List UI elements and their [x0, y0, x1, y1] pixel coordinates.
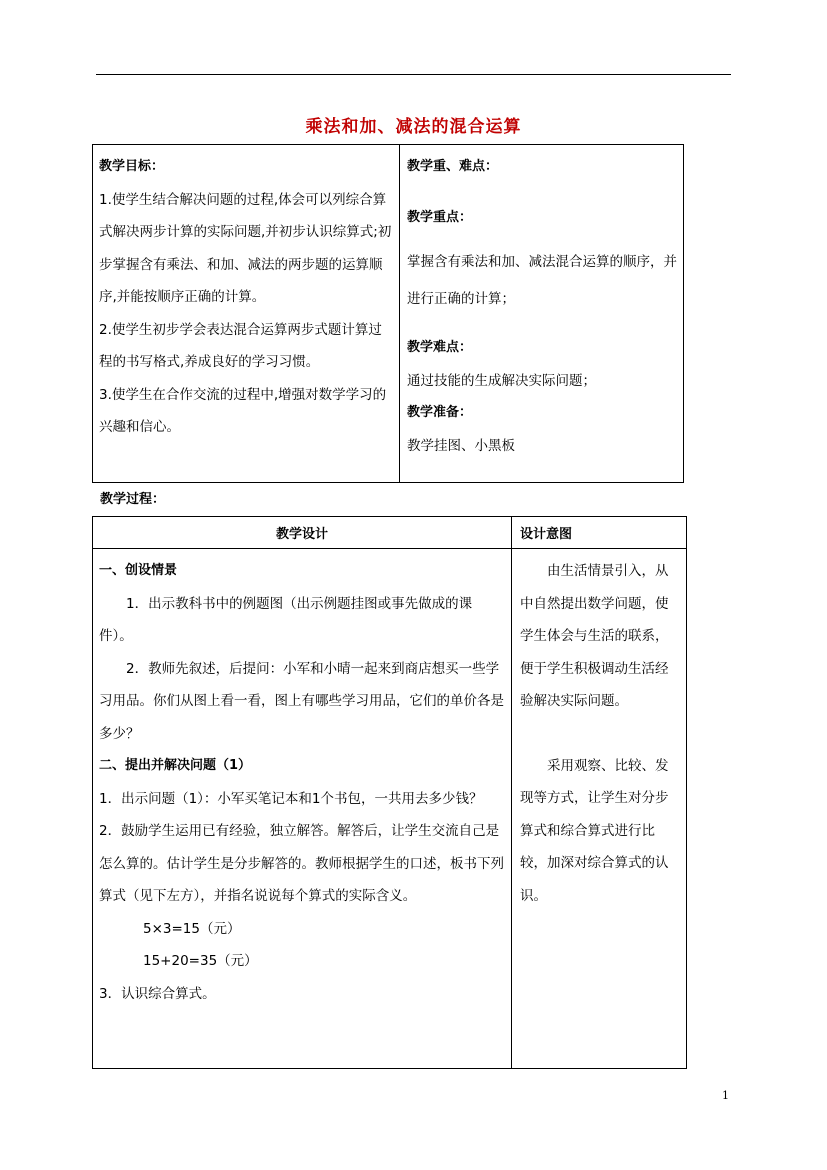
focus-heading: 教学重点： — [407, 209, 473, 225]
section-2-step-2: 2．鼓励学生运用已有经验，独立解答。解答后，让学生交流自己是怎么算的。估计学生是分步解答的。教师根据学生的口述，板书下列算式（见下左方），并指名说说每个算式的实际含义。 — [99, 823, 504, 904]
keypoints-heading: 教学重、难点： — [407, 159, 499, 174]
process-heading: 教学过程： — [100, 492, 166, 507]
section-2-step-3: 3．认识综合算式。 — [99, 985, 216, 1002]
prep-text: 教学挂图、小黑板 — [407, 437, 515, 454]
section-2-heading: 二、提出并解决问题（1） — [99, 758, 252, 773]
intent-cell — [512, 549, 687, 1069]
objective-item-2: 2.使学生初步学会表达混合运算两步式题计算过程的书写格式,养成良好的学习习惯。 — [99, 321, 382, 370]
formula-1: 5×3=15（元） — [143, 920, 241, 937]
design-cell — [93, 549, 512, 1069]
objective-item-3: 3.使学生在合作交流的过程中,增强对数学学习的兴趣和信心。 — [99, 386, 387, 435]
difficulty-heading: 教学难点： — [407, 340, 473, 355]
objective-item-1: 1.使学生结合解决问题的过程,体会可以列综合算式解决两步计算的实际问题,并初步认识综算式;初步掌握含有乘法、和加、减法的两步题的运算顺序,并能按顺序正确的计算。 — [99, 191, 392, 305]
col-header-design: 教学设计 — [93, 517, 512, 549]
section-1-step-2: 2．教师先叙述，后提问：小军和小晴一起来到商店想买一些学习用品。你们从图上看一看，图上有哪些学习用品，它们的单价各是多少？ — [99, 660, 504, 742]
prep-heading: 教学准备： — [407, 405, 473, 420]
objectives-heading: 教学目标： — [99, 159, 165, 174]
difficulty-text: 通过技能的生成解决实际问题； — [407, 372, 596, 389]
col-header-intent: 设计意图 — [512, 517, 687, 549]
page-title: 乘法和加、减法的混合运算 — [305, 117, 522, 137]
section-1-step-1: 1．出示教科书中的例题图（出示例题挂图或事先做成的课件）。 — [99, 595, 473, 644]
formula-2: 15+20=35（元） — [143, 953, 258, 969]
process-table — [92, 516, 687, 1069]
section-2-step-1: 1．出示问题（1）：小军买笔记本和1个书包，一共用去多少钱？ — [99, 790, 483, 807]
intent-2: 采用观察、比较、发现等方式，让学生对分步算式和综合算式进行比较，加深对综合算式的认识。 — [520, 757, 669, 904]
header-rule — [96, 74, 731, 75]
objectives-table — [92, 144, 684, 483]
keypoints-cell — [400, 145, 684, 483]
intent-1: 由生活情景引入，从中自然提出数学问题，使学生体会与生活的联系，便于学生积极调动生活经验解决实际问题。 — [520, 563, 669, 709]
objectives-cell — [93, 145, 400, 483]
focus-text: 掌握含有乘法和加、减法混合运算的顺序，并进行正确的计算； — [407, 254, 677, 307]
page-number: 1 — [722, 1089, 729, 1102]
section-1-heading: 一、创设情景 — [99, 563, 178, 578]
